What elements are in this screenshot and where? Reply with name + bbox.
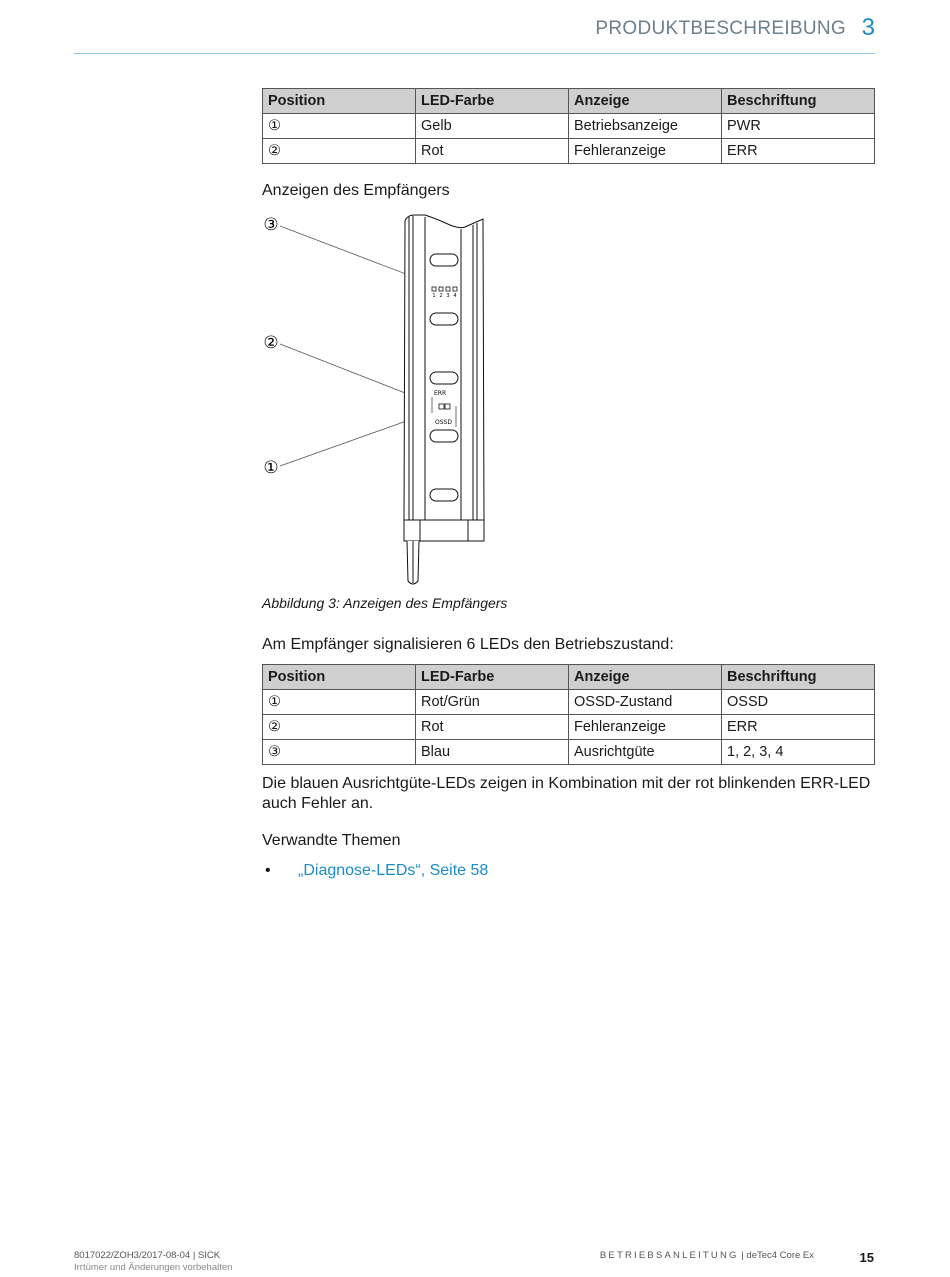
alignment-led-label-1: 1 [432,293,436,299]
table-header-row [263,89,875,114]
table-cell: Blau [416,740,569,765]
footer-manual: BETRIEBSANLEITUNG [599,1250,739,1261]
receiver-housing [404,215,484,584]
table-cell: Gelb [416,114,569,139]
ossd-label: OSSD [435,419,452,426]
column-header: LED-Farbe [416,665,569,690]
note-paragraph: Die blauen Ausrichtgüte-LEDs zeigen in Kombination mit der rot blinkenden ERR-LED auch Fehler an. [262,775,871,812]
alignment-led-label-4: 4 [453,293,457,299]
section-heading: Anzeigen des Empfängers [262,182,450,199]
table-cell: Fehleranzeige [569,139,722,164]
intro-paragraph: Am Empfänger signalisieren 6 LEDs den Betriebszustand: [262,636,674,653]
chapter-number: 3 [861,14,875,41]
column-header: Anzeige [569,665,722,690]
column-header: Position [263,89,416,114]
err-label: ERR [434,390,447,397]
err-led [439,404,444,409]
footer-product: | deTec4 Core Ex [741,1250,814,1261]
table-cell: Betriebsanzeige [569,114,722,139]
column-header: Beschriftung [722,665,875,690]
table-receiver-leds [262,664,875,765]
table-cell: Rot [416,139,569,164]
table-cell: 1, 2, 3, 4 [722,740,875,765]
column-header: Position [263,665,416,690]
table-cell: ③ [263,740,416,765]
footer-manual-title [600,1250,814,1261]
alignment-led-label-2: 2 [439,293,443,299]
table-cell: OSSD-Zustand [569,690,722,715]
table-sender-leds [262,88,875,164]
figure-caption: Abbildung 3: Anzeigen des Empfängers [262,595,508,611]
footer-disclaimer: Irrtümer und Änderungen vorbehalten [74,1262,233,1273]
table-row [263,715,875,740]
related-topic-link[interactable]: „Diagnose-LEDs“, Seite 58 [298,862,489,879]
alignment-led-label-3: 3 [446,293,450,299]
table-cell: ② [263,715,416,740]
table-row [263,114,875,139]
table-cell: PWR [722,114,875,139]
callout-3: ③ [263,215,279,235]
table-header-row [263,665,875,690]
footer-doc-id: 8017022/ZOH3/2017-08-04 | SICK [74,1250,221,1261]
header-divider [74,53,875,54]
table-cell: ① [263,114,416,139]
table-cell: Fehleranzeige [569,715,722,740]
table-cell: Rot [416,715,569,740]
receiver-diagram [255,205,495,590]
page-header-title: PRODUKTBESCHREIBUNG [595,18,846,39]
table-row [263,139,875,164]
table-cell: ERR [722,715,875,740]
column-header: Anzeige [569,89,722,114]
related-topics-heading: Verwandte Themen [262,832,401,849]
table-cell: ① [263,690,416,715]
table-cell: ② [263,139,416,164]
callout-2: ② [263,333,279,353]
callout-1: ① [263,458,279,478]
table-cell: OSSD [722,690,875,715]
ossd-led [445,404,450,409]
column-header: Beschriftung [722,89,875,114]
table-row [263,740,875,765]
bullet-icon: • [265,862,271,879]
table-row [263,690,875,715]
table-cell: Ausrichtgüte [569,740,722,765]
table-cell: ERR [722,139,875,164]
page-number: 15 [859,1250,874,1265]
column-header: LED-Farbe [416,89,569,114]
table-cell: Rot/Grün [416,690,569,715]
